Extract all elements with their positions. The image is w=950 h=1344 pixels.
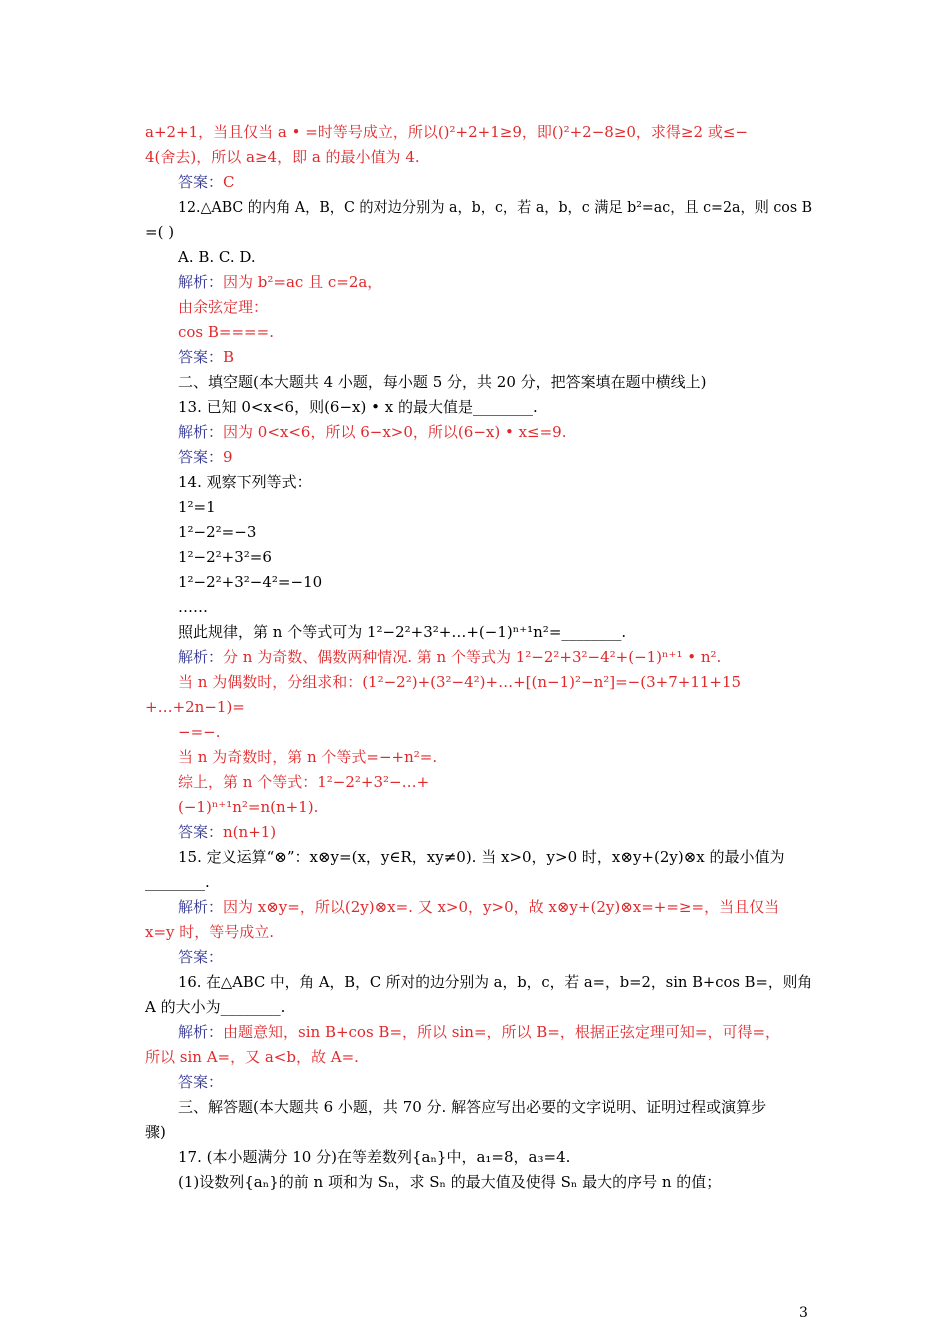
analysis-text: 因为 x⊗y=，所以(2y)⊗x=. 又 x>0，y>0，故 x⊗y+(2y)⊗x=+=≥=，当且仅当	[223, 898, 780, 916]
text-line: 骤)	[145, 1123, 166, 1141]
analysis-line	[178, 896, 779, 918]
answer-line	[178, 821, 276, 843]
page-number: 3	[799, 1305, 808, 1321]
section-heading: 三、解答题(本大题共 6 小题，共 70 分. 解答应写出必要的文字说明、证明过程或演算步	[178, 1098, 767, 1116]
analysis-label: 解析：	[178, 648, 224, 666]
analysis-line	[178, 421, 567, 443]
text-line: +…+2n−1)=	[145, 698, 245, 716]
answer-value: n(n+1)	[223, 823, 277, 841]
analysis-text: 因为 0<x<6，所以 6−x>0，所以(6−x) • x≤=9.	[223, 423, 567, 441]
answer-line	[178, 446, 233, 468]
answer-line	[178, 171, 235, 193]
section-heading: 二、填空题(本大题共 4 小题，每小题 5 分，共 20 分，把答案填在题中横线上)	[178, 373, 707, 391]
equation-line: 1²−2²=−3	[178, 523, 257, 541]
question-17: 17. (本小题满分 10 分)在等差数列{aₙ}中，a₁=8，a₃=4.	[178, 1148, 571, 1166]
equation-line: 1²=1	[178, 498, 216, 516]
question-15: 15. 定义运算“⊗”：x⊗y=(x，y∈R，xy≠0). 当 x>0，y>0 时，x⊗y+(2y)⊗x 的最小值为	[178, 848, 785, 866]
text-line: 综上，第 n 个等式：1²−2²+3²−…+	[178, 773, 430, 791]
analysis-line	[178, 1021, 780, 1043]
text-line: x=y 时，等号成立.	[145, 923, 275, 941]
text-line: 当 n 为偶数时，分组求和：(1²−2²)+(3²−4²)+…+[(n−1)²−n²]=−(3+7+11+15	[178, 673, 742, 691]
text-line: 当 n 为奇数时，第 n 个等式=−+n²=.	[178, 748, 438, 766]
answer-label: 答案：	[178, 948, 224, 966]
text-line: a+2+1，当且仅当 a • =时等号成立，所以()²+2+1≥9，即()²+2−8≥0，求得≥2 或≤−	[145, 123, 748, 141]
question-12: 12.△ABC 的内角 A，B，C 的对边分别为 a，b，c，若 a，b，c 满足 b²=ac，且 c=2a，则 cos B	[178, 198, 813, 216]
analysis-text: 分 n 为奇数、偶数两种情况. 第 n 个等式为 1²−2²+3²−4²+(−1)ⁿ⁺¹ • n².	[223, 648, 722, 666]
text-line: 由余弦定理：	[178, 298, 269, 316]
text-line: =( )	[145, 223, 175, 241]
choices-line: A. B. C. D.	[178, 248, 256, 266]
analysis-label: 解析：	[178, 898, 224, 916]
equation-line: 1²−2²+3²=6	[178, 548, 272, 566]
analysis-label: 解析：	[178, 423, 224, 441]
question-13: 13. 已知 0<x<6，则(6−x) • x 的最大值是________.	[178, 398, 538, 416]
answer-label: 答案：	[178, 173, 224, 191]
answer-line	[178, 946, 223, 968]
answer-label: 答案：	[178, 348, 224, 366]
text-line: (1)设数列{aₙ}的前 n 项和为 Sₙ，求 Sₙ 的最大值及使得 Sₙ 最大的序号 n 的值；	[178, 1173, 722, 1191]
answer-label: 答案：	[178, 448, 224, 466]
text-line: (−1)ⁿ⁺¹n²=n(n+1).	[178, 798, 319, 816]
question-16: 16. 在△ABC 中，角 A，B，C 所对的边分别为 a，b，c，若 a=，b=2，sin B+cos B=，则角	[178, 973, 813, 991]
text-line: 照此规律，第 n 个等式可为 1²−2²+3²+…+(−1)ⁿ⁺¹n²=________.	[178, 623, 627, 641]
equation-line: 1²−2²+3²−4²=−10	[178, 573, 323, 591]
analysis-text: 由题意知，sin B+cos B=，所以 sin=，所以 B=，根据正弦定理可知=，可得=，	[223, 1023, 781, 1041]
text-line: −=−.	[178, 723, 221, 741]
text-line: 4(舍去)，所以 a≥4，即 a 的最小值为 4.	[145, 148, 420, 166]
answer-value: 9	[223, 448, 233, 466]
answer-label: 答案：	[178, 823, 224, 841]
text-line: 所以 sin A=，又 a<b，故 A=.	[145, 1048, 359, 1066]
analysis-line	[178, 646, 721, 668]
answer-label: 答案：	[178, 1073, 224, 1091]
analysis-line	[178, 271, 382, 293]
analysis-label: 解析：	[178, 1023, 224, 1041]
answer-value: B	[223, 348, 235, 366]
answer-value: C	[223, 173, 235, 191]
analysis-text: 因为 b²=ac 且 c=2a，	[223, 273, 383, 291]
analysis-label: 解析：	[178, 273, 224, 291]
text-line: ________.	[145, 873, 210, 891]
text-line: cos B====.	[178, 323, 274, 341]
answer-line	[178, 1071, 223, 1093]
answer-line	[178, 346, 234, 368]
question-14: 14. 观察下列等式：	[178, 473, 312, 491]
ellipsis-line: ……	[178, 598, 208, 616]
text-line: A 的大小为________.	[145, 998, 286, 1016]
